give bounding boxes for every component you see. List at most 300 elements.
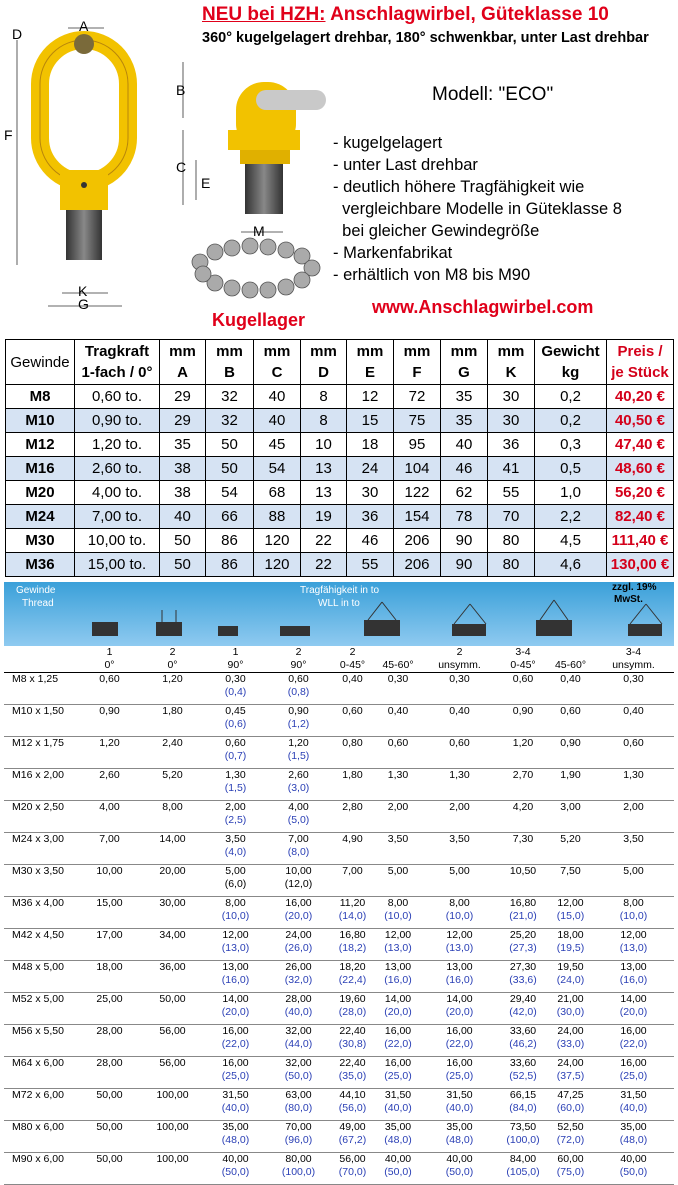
capacity-value: 2,00	[449, 801, 470, 813]
table-cell: 104	[394, 457, 441, 481]
capacity-value: 8,00	[449, 897, 470, 909]
table-cell: 90	[441, 553, 488, 577]
legs-cell	[548, 646, 593, 659]
capacity-cell	[375, 1025, 421, 1057]
product-drawing	[0, 0, 330, 335]
capacity-cell	[267, 929, 330, 961]
sling-2-icon	[156, 622, 182, 636]
table-cell: 1,0	[535, 481, 607, 505]
feature-item: - unter Last drehbar	[333, 156, 478, 174]
capacity-cell	[78, 1089, 141, 1121]
sling-3-icon	[218, 626, 238, 636]
capacity-cell	[421, 1025, 498, 1057]
dim-k: K	[78, 283, 88, 299]
capacity-secondary: (40,0)	[284, 1006, 313, 1018]
capacity-secondary: (48,0)	[619, 1134, 648, 1146]
capacity-cell	[267, 769, 330, 801]
header-line-2: je Stück	[611, 364, 669, 381]
table-cell: 1,20 to.	[75, 433, 160, 457]
capacity-secondary: (25,0)	[619, 1070, 648, 1082]
capacity-cell	[330, 673, 375, 705]
capacity-secondary: (67,2)	[338, 1134, 367, 1146]
capacity-value: 40,00	[222, 1153, 249, 1165]
capacity-cell	[267, 737, 330, 769]
capacity-cell	[204, 673, 267, 705]
capacity-cell	[593, 1025, 674, 1057]
capacity-cell	[267, 1089, 330, 1121]
capacity-secondary: (84,0)	[509, 1102, 537, 1114]
table-cell: 50	[206, 433, 254, 457]
legs-cell	[375, 646, 421, 659]
table-cell: 22	[301, 553, 347, 577]
table-cell: 13	[301, 481, 347, 505]
angle-cell: 45-60°	[548, 659, 593, 673]
capacity-value: 35,00	[620, 1121, 647, 1133]
capacity-value: 5,00	[225, 865, 246, 877]
capacity-value: 24,00	[557, 1025, 584, 1037]
capacity-cell	[498, 1057, 548, 1089]
capacity-cell	[204, 833, 267, 865]
capacity-cell	[548, 833, 593, 865]
thread-size-cell: M12	[6, 433, 75, 457]
capacity-cell	[375, 1057, 421, 1089]
capacity-value: 22,40	[339, 1025, 366, 1037]
capacity-label: Tragfähigkeit in to	[300, 585, 380, 596]
table-cell: 13	[301, 457, 347, 481]
capacity-value: 0,60	[288, 673, 309, 685]
thread-size-cell: M30	[6, 529, 75, 553]
capacity-cell	[204, 705, 267, 737]
capacity-cell	[375, 673, 421, 705]
capacity-value: 13,00	[446, 961, 473, 973]
capacity-secondary: (20,0)	[221, 1006, 250, 1018]
capacity-cell	[330, 1089, 375, 1121]
capacity-cell	[593, 1057, 674, 1089]
capacity-cell	[421, 833, 498, 865]
price-cell: 40,50 €	[607, 409, 674, 433]
table-cell: 4,5	[535, 529, 607, 553]
table-cell: 41	[488, 457, 535, 481]
capacity-cell	[375, 929, 421, 961]
capacity-secondary: (48,0)	[445, 1134, 474, 1146]
capacity-secondary: (8,0)	[287, 846, 310, 858]
capacity-cell	[421, 705, 498, 737]
header-line-1: mm	[216, 343, 243, 360]
capacity-cell	[498, 833, 548, 865]
sling-5-icon	[364, 620, 400, 636]
table-cell: 206	[394, 529, 441, 553]
legs-cell: 1	[232, 646, 239, 658]
capacity-value: 33,60	[509, 1025, 537, 1037]
capacity-secondary: (25,0)	[445, 1070, 474, 1082]
capacity-cell	[330, 833, 375, 865]
legs-cell: 2	[456, 646, 463, 658]
thread-cell: M12 x 1,75	[4, 737, 78, 769]
table-cell: 4,6	[535, 553, 607, 577]
thread-size-cell: M16	[6, 457, 75, 481]
capacity-cell	[548, 801, 593, 833]
price-cell: 40,20 €	[607, 385, 674, 409]
dim-e: E	[201, 175, 211, 191]
capacity-value: 11,20	[339, 897, 366, 909]
capacity-secondary: (4,0)	[224, 846, 247, 858]
capacity-cell	[267, 865, 330, 897]
capacity-cell	[267, 1121, 330, 1153]
capacity-value: 50,00	[96, 1089, 123, 1101]
capacity-secondary: (18,2)	[338, 942, 367, 954]
capacity-value: 0,90	[512, 705, 534, 717]
capacity-secondary: (21,0)	[509, 910, 537, 922]
feature-list	[333, 132, 622, 286]
table-cell: 75	[394, 409, 441, 433]
table-row	[4, 673, 674, 705]
capacity-cell	[78, 801, 141, 833]
capacity-secondary: (33,6)	[509, 974, 537, 986]
thread-cell: M16 x 2,00	[4, 769, 78, 801]
angle-cell: 0°	[141, 659, 204, 673]
capacity-secondary: (30,0)	[556, 1006, 585, 1018]
capacity-value: 31,50	[384, 1089, 412, 1101]
capacity-value: 16,00	[620, 1025, 647, 1037]
capacity-cell	[78, 1121, 141, 1153]
capacity-cell	[421, 993, 498, 1025]
table-cell: 78	[441, 505, 488, 529]
capacity-cell	[330, 769, 375, 801]
table-row	[4, 865, 674, 897]
capacity-cell	[78, 769, 141, 801]
table-cell: 0,5	[535, 457, 607, 481]
angle-cell: unsymm.	[593, 659, 674, 673]
capacity-value: 0,60	[512, 673, 534, 685]
capacity-value: 14,00	[620, 993, 647, 1005]
capacity-value: 1,30	[449, 769, 470, 781]
header-cell	[160, 340, 206, 385]
capacity-value: 8,00	[623, 897, 644, 909]
model-label: Modell: "ECO"	[432, 84, 554, 105]
table-cell: 4,00 to.	[75, 481, 160, 505]
capacity-cell	[593, 929, 674, 961]
capacity-value: 24,00	[557, 1057, 584, 1069]
table-cell: 36	[347, 505, 394, 529]
header-line-2: C	[271, 364, 283, 381]
capacity-value: 4,90	[342, 833, 363, 845]
capacity-value: 1,80	[342, 769, 363, 781]
capacity-cell	[593, 961, 674, 993]
legs-cell: 2	[169, 646, 176, 658]
capacity-value: 7,00	[342, 865, 363, 877]
capacity-value: 2,60	[99, 769, 120, 781]
table-row	[4, 929, 674, 961]
capacity-secondary: (25,0)	[384, 1070, 412, 1082]
capacity-value: 0,60	[342, 705, 363, 717]
table-row	[4, 1089, 674, 1121]
thread-size-cell: M10	[6, 409, 75, 433]
capacity-cell	[141, 993, 204, 1025]
capacity-cell	[375, 833, 421, 865]
table-cell: 32	[206, 409, 254, 433]
table-cell: 8	[301, 409, 347, 433]
capacity-cell	[498, 1025, 548, 1057]
capacity-value: 16,00	[384, 1025, 412, 1037]
sling-8-icon	[628, 624, 662, 636]
capacity-value: 0,60	[387, 737, 409, 749]
table-cell: 12	[347, 385, 394, 409]
header-line-1: mm	[403, 343, 431, 360]
capacity-value: 60,00	[557, 1153, 584, 1165]
feature-item: bei gleicher Gewindegröße	[333, 222, 540, 240]
capacity-secondary: (24,0)	[556, 974, 585, 986]
capacity-value: 0,60	[623, 737, 644, 749]
capacity-secondary: (72,0)	[556, 1134, 585, 1146]
capacity-cell	[421, 737, 498, 769]
capacity-cell	[548, 737, 593, 769]
thread-cell: M56 x 5,50	[4, 1025, 78, 1057]
capacity-cell	[141, 833, 204, 865]
wll-label: WLL in to	[318, 598, 360, 609]
capacity-secondary: (12,0)	[284, 878, 313, 890]
header-line-1: mm	[450, 343, 478, 360]
capacity-value: 16,00	[446, 1025, 473, 1037]
capacity-value: 12,00	[222, 929, 249, 941]
capacity-secondary: (50,0)	[221, 1166, 250, 1178]
angle-cell: 90°	[204, 659, 267, 673]
capacity-cell	[498, 1089, 548, 1121]
header-line-1: mm	[263, 343, 291, 360]
capacity-value: 47,25	[557, 1089, 584, 1101]
capacity-value: 14,00	[222, 993, 249, 1005]
capacity-secondary: (16,0)	[221, 974, 250, 986]
capacity-secondary: (20,0)	[445, 1006, 474, 1018]
capacity-cell	[267, 1057, 330, 1089]
table-cell: 38	[160, 481, 206, 505]
capacity-value: 5,00	[623, 865, 644, 877]
capacity-value: 14,00	[384, 993, 412, 1005]
capacity-value: 16,80	[339, 929, 366, 941]
header-line-1: mm	[169, 343, 196, 360]
angle-cell: 45-60°	[375, 659, 421, 673]
header-line-2: 1-fach / 0°	[81, 364, 153, 381]
vat-label-2: MwSt.	[614, 594, 643, 605]
capacity-secondary: (80,0)	[284, 1102, 313, 1114]
thread-cell: M64 x 6,00	[4, 1057, 78, 1089]
capacity-value: 0,40	[449, 705, 470, 717]
capacity-secondary: (96,0)	[284, 1134, 313, 1146]
capacity-cell	[267, 673, 330, 705]
capacity-secondary: (75,0)	[556, 1166, 585, 1178]
capacity-value: 56,00	[339, 1153, 366, 1165]
table-cell: 30	[488, 385, 535, 409]
table-cell: 55	[347, 553, 394, 577]
capacity-secondary: (40,0)	[384, 1102, 412, 1114]
table-cell: 35	[441, 409, 488, 433]
table-cell: 0,2	[535, 385, 607, 409]
capacity-secondary: (27,3)	[509, 942, 537, 954]
capacity-cell	[593, 1089, 674, 1121]
header-line-1: Gewicht	[541, 343, 600, 360]
capacity-value: 7,50	[560, 865, 581, 877]
table-cell: 62	[441, 481, 488, 505]
capacity-cell	[267, 705, 330, 737]
capacity-secondary: (0,7)	[224, 750, 247, 762]
capacity-secondary: (13,0)	[445, 942, 474, 954]
capacity-value: 28,00	[96, 1025, 123, 1037]
table-row	[4, 961, 674, 993]
capacity-secondary: (52,5)	[509, 1070, 537, 1082]
capacity-cell	[375, 897, 421, 929]
capacity-cell	[498, 961, 548, 993]
capacity-value: 0,30	[449, 673, 470, 685]
table-cell: 88	[254, 505, 301, 529]
capacity-value: 31,50	[446, 1089, 473, 1101]
capacity-secondary: (28,0)	[338, 1006, 367, 1018]
capacity-value: 29,40	[509, 993, 537, 1005]
page-title: NEU bei HZH: Anschlagwirbel, Güteklasse 10	[202, 4, 609, 25]
capacity-value: 56,00	[159, 1025, 186, 1037]
table-cell: 10,00 to.	[75, 529, 160, 553]
table-row	[6, 457, 674, 481]
capacity-secondary: (14,0)	[338, 910, 367, 922]
capacity-value: 22,40	[339, 1057, 366, 1069]
capacity-cell	[141, 769, 204, 801]
capacity-cell	[78, 737, 141, 769]
capacity-cell	[267, 961, 330, 993]
table-cell: 66	[206, 505, 254, 529]
angle-row	[4, 659, 674, 673]
capacity-value: 0,40	[342, 673, 363, 685]
table-row	[6, 505, 674, 529]
thread-cell: M52 x 5,00	[4, 993, 78, 1025]
table-cell: 40	[254, 385, 301, 409]
capacity-secondary: (32,0)	[284, 974, 313, 986]
capacity-value: 63,00	[285, 1089, 312, 1101]
bearing-balls-image	[192, 238, 320, 298]
sling-6-icon	[452, 624, 486, 636]
capacity-secondary: (22,0)	[445, 1038, 474, 1050]
header-cell	[394, 340, 441, 385]
capacity-value: 31,50	[620, 1089, 647, 1101]
capacity-cell	[375, 801, 421, 833]
capacity-value: 56,00	[159, 1057, 186, 1069]
capacity-secondary: (0,4)	[224, 686, 247, 698]
table-row	[4, 897, 674, 929]
capacity-value: 12,00	[446, 929, 473, 941]
capacity-secondary: (37,5)	[556, 1070, 585, 1082]
thread-cell: M72 x 6,00	[4, 1089, 78, 1121]
feature-item: - deutlich höhere Tragfähigkeit wie	[333, 178, 585, 196]
capacity-value: 0,60	[225, 737, 246, 749]
price-cell: 111,40 €	[607, 529, 674, 553]
capacity-cell	[204, 1025, 267, 1057]
capacity-cell	[330, 1025, 375, 1057]
sling-1-icon	[92, 622, 118, 636]
capacity-value: 100,00	[156, 1153, 189, 1165]
table-cell: 45	[254, 433, 301, 457]
price-cell: 47,40 €	[607, 433, 674, 457]
capacity-value: 66,15	[509, 1089, 537, 1101]
table-cell: 46	[347, 529, 394, 553]
capacity-cell	[421, 929, 498, 961]
capacity-cell	[78, 673, 141, 705]
capacity-value: 10,00	[96, 865, 123, 877]
legs-cell: 1	[106, 646, 113, 658]
capacity-secondary: (3,0)	[287, 782, 310, 794]
header-cell	[254, 340, 301, 385]
capacity-value: 13,00	[620, 961, 647, 973]
capacity-cell	[204, 801, 267, 833]
thread-cell: M24 x 3,00	[4, 833, 78, 865]
capacity-cell	[375, 993, 421, 1025]
table-cell: 0,2	[535, 409, 607, 433]
table-cell: 95	[394, 433, 441, 457]
capacity-value: 3,50	[449, 833, 470, 845]
table-cell: 46	[441, 457, 488, 481]
capacity-cell	[267, 897, 330, 929]
sling-diagrams	[4, 582, 674, 646]
capacity-value: 1,30	[225, 769, 246, 781]
header-cell	[301, 340, 347, 385]
capacity-cell	[141, 897, 204, 929]
capacity-value: 0,60	[449, 737, 470, 749]
capacity-value: 0,90	[288, 705, 309, 717]
capacity-value: 4,00	[288, 801, 309, 813]
table-cell: 35	[441, 385, 488, 409]
capacity-cell	[498, 801, 548, 833]
table-cell: 0,3	[535, 433, 607, 457]
capacity-cell	[498, 993, 548, 1025]
capacity-cell	[141, 929, 204, 961]
capacity-cell	[593, 897, 674, 929]
header-line-2: B	[224, 364, 235, 381]
capacity-secondary: (10,0)	[221, 910, 250, 922]
header-line-1: Preis /	[617, 343, 663, 360]
capacity-value: 2,70	[512, 769, 534, 781]
thread-size-cell: M8	[6, 385, 75, 409]
capacity-cell	[204, 1089, 267, 1121]
capacity-value: 31,50	[222, 1089, 249, 1101]
website-link[interactable]: www.Anschlagwirbel.com	[372, 297, 594, 317]
capacity-value: 7,00	[288, 833, 309, 845]
capacity-value: 0,30	[387, 673, 409, 685]
capacity-cell	[548, 769, 593, 801]
capacity-secondary: (105,0)	[506, 1166, 540, 1178]
capacity-cell	[548, 1025, 593, 1057]
capacity-value: 30,00	[159, 897, 186, 909]
capacity-cell	[330, 897, 375, 929]
capacity-cell	[141, 961, 204, 993]
capacity-value: 13,00	[384, 961, 412, 973]
angle-cell: 0-45°	[498, 659, 548, 673]
table-cell: 29	[160, 409, 206, 433]
table-cell: 70	[488, 505, 535, 529]
capacity-value: 14,00	[446, 993, 473, 1005]
capacity-cell	[204, 993, 267, 1025]
capacity-secondary: (20,0)	[619, 1006, 648, 1018]
capacity-secondary: (22,4)	[338, 974, 367, 986]
capacity-value: 1,20	[99, 737, 120, 749]
capacity-value: 5,20	[560, 833, 581, 845]
legs-row	[4, 646, 674, 659]
table-row	[6, 553, 674, 577]
capacity-value: 44,10	[339, 1089, 366, 1101]
capacity-cell	[141, 673, 204, 705]
table-row	[4, 705, 674, 737]
header-line-1: mm	[497, 343, 525, 360]
capacity-value: 17,00	[96, 929, 123, 941]
capacity-value: 80,00	[285, 1153, 312, 1165]
table-row	[4, 1057, 674, 1089]
capacity-cell	[330, 801, 375, 833]
capacity-cell	[267, 801, 330, 833]
